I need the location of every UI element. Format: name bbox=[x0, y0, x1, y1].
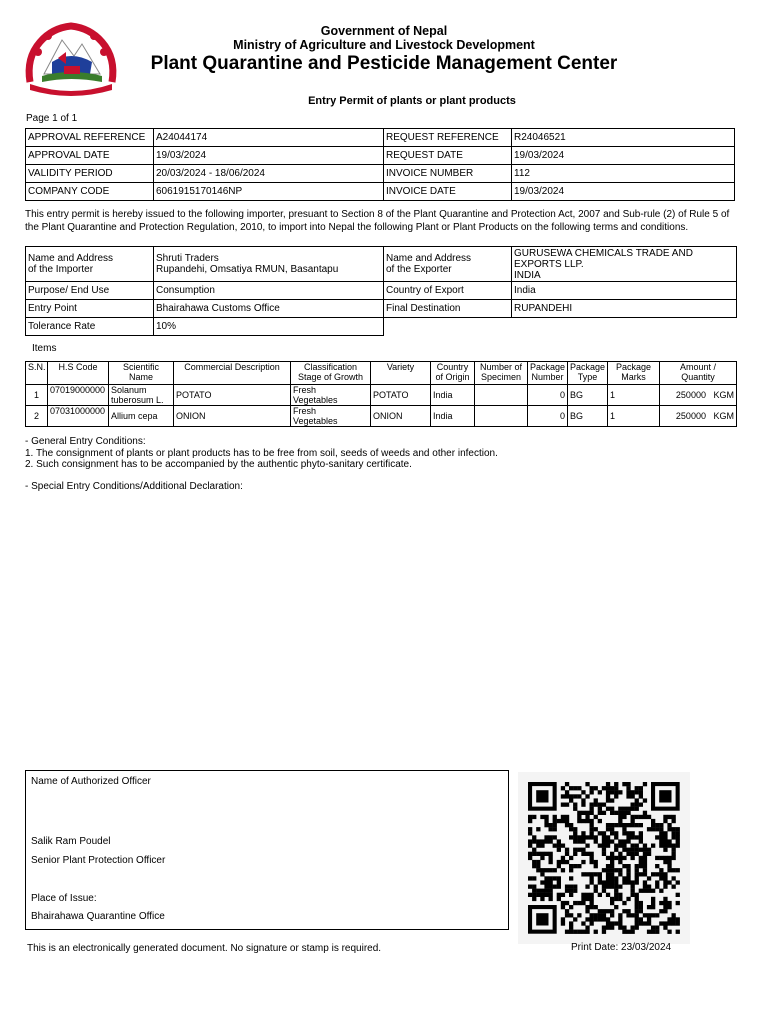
approval-date-value: 19/03/2024 bbox=[154, 147, 384, 165]
invoice-number-label: INVOICE NUMBER bbox=[384, 165, 512, 183]
item-sn: 2 bbox=[26, 406, 48, 427]
approval-reference-label: APPROVAL REFERENCE bbox=[26, 129, 154, 147]
invoice-date-label: INVOICE DATE bbox=[384, 183, 512, 201]
place-of-issue: Bhairahawa Quarantine Office bbox=[31, 911, 165, 922]
col-sn: S.N. bbox=[26, 362, 48, 385]
importer-value bbox=[154, 247, 384, 282]
header-line: Package bbox=[570, 362, 606, 372]
cell-line: Vegetables bbox=[293, 395, 338, 405]
tolerance-label: Tolerance Rate bbox=[26, 318, 154, 336]
cell-line: Fresh bbox=[293, 385, 317, 395]
party-row bbox=[26, 318, 737, 336]
col-hs-code: H.S Code bbox=[48, 362, 109, 385]
items-table bbox=[25, 361, 737, 427]
final-destination-label: Final Destination bbox=[384, 300, 512, 318]
item-package-type: BG bbox=[568, 406, 608, 427]
company-code-label: COMPANY CODE bbox=[26, 183, 154, 201]
reference-row bbox=[26, 183, 735, 201]
col-classification bbox=[291, 362, 371, 385]
approval-reference-value: A24044174 bbox=[154, 129, 384, 147]
importer-label-line: Name and Address bbox=[28, 253, 114, 264]
item-package-number: 0 bbox=[528, 385, 568, 406]
cell-line: Fresh bbox=[293, 406, 317, 416]
col-package-number bbox=[528, 362, 568, 385]
company-code-value: 6061915170146NP bbox=[154, 183, 384, 201]
cell-line: Allium cepa bbox=[111, 411, 158, 421]
validity-period-label: VALIDITY PERIOD bbox=[26, 165, 154, 183]
exporter-label-line: Name and Address bbox=[386, 253, 472, 264]
item-package-number: 0 bbox=[528, 406, 568, 427]
request-date-value: 19/03/2024 bbox=[512, 147, 735, 165]
col-commercial-description: Commercial Description bbox=[174, 362, 291, 385]
empty-cell bbox=[384, 318, 512, 336]
header-line: Name bbox=[128, 372, 153, 382]
col-country-origin bbox=[431, 362, 475, 385]
item-scientific-name bbox=[109, 406, 174, 427]
header-line: Package bbox=[615, 362, 652, 372]
item-variety: POTATO bbox=[371, 385, 431, 406]
item-classification bbox=[291, 385, 371, 406]
item-amount bbox=[660, 385, 737, 406]
page-number: Page 1 of 1 bbox=[26, 113, 78, 124]
item-package-marks: 1 bbox=[608, 385, 660, 406]
party-table bbox=[25, 246, 737, 336]
header-line: of Origin bbox=[435, 372, 470, 382]
exporter-label-line: of the Exporter bbox=[386, 264, 452, 275]
center-title: Plant Quarantine and Pesticide Management Center bbox=[150, 53, 618, 74]
country-export-value: India bbox=[512, 282, 737, 300]
exporter-country: INDIA bbox=[514, 269, 541, 281]
header-line: Package bbox=[530, 362, 566, 372]
item-description: ONION bbox=[174, 406, 291, 427]
party-row bbox=[26, 282, 737, 300]
header-line: Scientific bbox=[122, 362, 159, 372]
entry-point-label: Entry Point bbox=[26, 300, 154, 318]
exporter-name: EXPORTS LLP. bbox=[514, 258, 584, 270]
request-reference-label: REQUEST REFERENCE bbox=[384, 129, 512, 147]
general-conditions bbox=[25, 436, 498, 471]
header-line: Classification bbox=[303, 362, 358, 372]
intro-paragraph: This entry permit is hereby issued to the following importer, presuant to Section 8 of the Plant Quarantine and Protection Act, 2007 and Sub-rule (2) of Rule 5 of the Plant Quarantine and Protection Regulation, 2010, to import into Nepal the following Plant or Plant Products on the following terms and conditions. bbox=[25, 209, 730, 233]
item-origin: India bbox=[431, 406, 475, 427]
reference-row bbox=[26, 147, 735, 165]
header-line: Country bbox=[436, 362, 469, 372]
amount-value: 250000 bbox=[675, 390, 706, 400]
col-package-type bbox=[568, 362, 608, 385]
col-scientific-name bbox=[109, 362, 174, 385]
officer-label: Name of Authorized Officer bbox=[31, 776, 151, 787]
item-origin: India bbox=[431, 385, 475, 406]
reference-table bbox=[25, 128, 735, 201]
condition-item: 2. Such consignment has to be accompanied by the authentic phyto-sanitary certificate. bbox=[25, 459, 412, 470]
cell-line: tuberosum L. bbox=[111, 395, 164, 405]
special-conditions-title: - Special Entry Conditions/Additional Declaration: bbox=[25, 481, 243, 492]
header-line: Number bbox=[531, 372, 564, 382]
condition-item: 1. The consignment of plants or plant products has to be free from soil, seeds of weeds and other infection. bbox=[25, 447, 498, 459]
government-title: Government of Nepal bbox=[320, 24, 448, 38]
invoice-number-value: 112 bbox=[512, 165, 735, 183]
col-variety: Variety bbox=[371, 362, 431, 385]
exporter-name: GURUSEWA CHEMICALS TRADE AND bbox=[514, 247, 693, 259]
header-line: Number of bbox=[479, 362, 523, 372]
place-label: Place of Issue: bbox=[31, 893, 97, 904]
item-variety: ONION bbox=[371, 406, 431, 427]
importer-label-line: of the Importer bbox=[28, 264, 94, 275]
col-specimen bbox=[475, 362, 528, 385]
table-row bbox=[26, 406, 737, 427]
final-destination-value: RUPANDEHI bbox=[512, 300, 737, 318]
party-row bbox=[26, 300, 737, 318]
approval-date-label: APPROVAL DATE bbox=[26, 147, 154, 165]
header-line: Stage of Growth bbox=[297, 372, 364, 382]
item-package-type: BG bbox=[568, 385, 608, 406]
party-row bbox=[26, 247, 737, 282]
amount-value: 250000 bbox=[675, 411, 706, 421]
empty-cell bbox=[512, 318, 737, 336]
reference-row bbox=[26, 165, 735, 183]
header-line: Quantity bbox=[681, 372, 715, 382]
amount-unit: KGM bbox=[713, 411, 734, 421]
validity-period-value: 20/03/2024 - 18/06/2024 bbox=[154, 165, 384, 183]
header-line: Amount / bbox=[679, 362, 717, 372]
exporter-value bbox=[512, 247, 737, 282]
amount-unit: KGM bbox=[713, 390, 734, 400]
officer-name: Salik Ram Poudel bbox=[31, 836, 111, 847]
print-date: Print Date: 23/03/2024 bbox=[571, 942, 672, 953]
importer-address: Rupandehi, Omsatiya RMUN, Basantapu bbox=[156, 264, 339, 275]
item-amount bbox=[660, 406, 737, 427]
request-date-label: REQUEST DATE bbox=[384, 147, 512, 165]
cell-line: Solanum bbox=[111, 385, 147, 395]
footer-note: This is an electronically generated document. No signature or stamp is required. bbox=[27, 943, 382, 954]
request-reference-value: R24046521 bbox=[512, 129, 735, 147]
item-hs-code: 07031000000 bbox=[48, 406, 109, 427]
importer-name: Shruti Traders bbox=[156, 253, 219, 264]
cell-line: Vegetables bbox=[293, 416, 338, 426]
item-sn: 1 bbox=[26, 385, 48, 406]
officer-title: Senior Plant Protection Officer bbox=[31, 855, 166, 866]
country-export-label: Country of Export bbox=[384, 282, 512, 300]
items-header-row bbox=[26, 362, 737, 385]
items-label: Items bbox=[32, 343, 57, 354]
item-specimen bbox=[475, 406, 528, 427]
item-scientific-name bbox=[109, 385, 174, 406]
general-conditions-title: - General Entry Conditions: bbox=[25, 436, 146, 447]
col-amount bbox=[660, 362, 737, 385]
reference-row bbox=[26, 129, 735, 147]
qr-code-icon bbox=[518, 772, 690, 944]
importer-label bbox=[26, 247, 154, 282]
permit-title: Entry Permit of plants or plant products bbox=[308, 95, 516, 107]
purpose-label: Purpose/ End Use bbox=[26, 282, 154, 300]
officer-box bbox=[25, 770, 509, 930]
item-description: POTATO bbox=[174, 385, 291, 406]
header-line: Marks bbox=[621, 372, 646, 382]
ministry-title: Ministry of Agriculture and Livestock Development bbox=[233, 38, 535, 52]
col-package-marks bbox=[608, 362, 660, 385]
tolerance-value: 10% bbox=[154, 318, 384, 336]
header-line: Specimen bbox=[480, 372, 522, 382]
entry-point-value: Bhairahawa Customs Office bbox=[154, 300, 384, 318]
item-package-marks: 1 bbox=[608, 406, 660, 427]
purpose-value: Consumption bbox=[154, 282, 384, 300]
item-classification bbox=[291, 406, 371, 427]
table-row bbox=[26, 385, 737, 406]
exporter-label bbox=[384, 247, 512, 282]
item-specimen bbox=[475, 385, 528, 406]
header-line: Type bbox=[577, 372, 598, 382]
item-hs-code: 07019000000 bbox=[48, 385, 109, 406]
invoice-date-value: 19/03/2024 bbox=[512, 183, 735, 201]
